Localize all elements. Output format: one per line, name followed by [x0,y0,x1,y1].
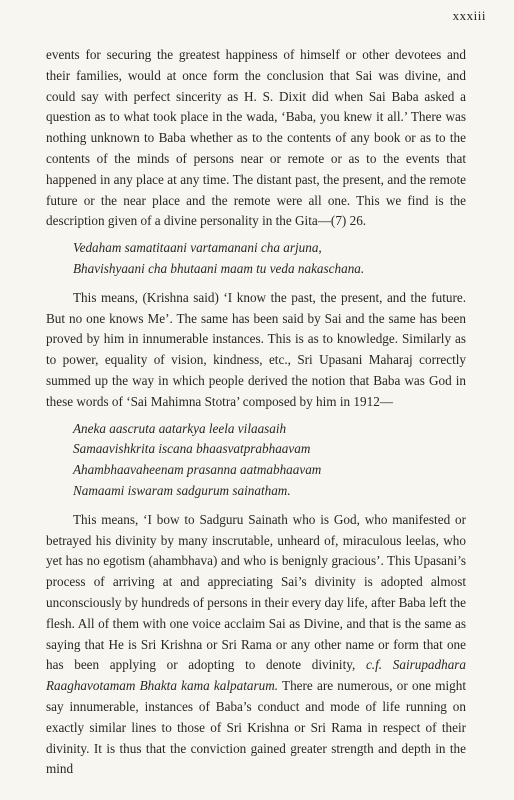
paragraph-3-main: This means, ‘I bow to Sadguru Sainath who is God, who manifested or betrayed his divinity by many inscrutable, unheard of, miraculous leelas, who yet has no egotism (ahambhava) and who is benignly gracious’. This Upasani’s process of arriving at and appreciating Sai’s divinity is adopted almost unconsciously by hundreds of persons in their every day life, after Baba left the flesh. All of them with one voice acclaim Sai as Divine, and that is the same as saying that He is Sri Krishna or Sri Rama or any other name or form that one has been applying or adopting to denote divinity, [46,511,466,673]
verse-line: Vedaham samatitaani vartamanani cha arjuna, [73,240,322,256]
paragraph-1: events for securing the greatest happiness of himself or other devotees and their families, would at once form the conclusion that Sai was divine, and could say with perfect sincerity as H. S. Dixit did when Sai Baba asked a question as to what took place in the wada, ‘Baba, you knew it all.’ There was nothing unknown to Baba whether as to the contents of any book or as to the contents of the minds of persons near or remote or as to the events that happened in any place at any time. The distant past, the present, and the remote future or the near place and the remote were all one. This we find is the description given of a divine personality in the Gita—(7) 26. [46,47,466,229]
paragraph-2: This means, (Krishna said) ‘I know the past, the present, and the future. But no one knows Me’. The same has been said by Sai and the same has been proved by him in innumerable instances. This is as to knowledge. Similarly as to power, equality of vision, kindness, etc., Sri Upasani Maharaj correctly summed up the way in which people derived the notion that Baba was God in these words of ‘Sai Mahimna Stotra’ composed by him in 1912— [46,289,466,409]
verse-line: Aneka aascruta aatarkya leela vilaasaih [73,420,287,436]
verse-sai-mahimna [73,419,466,502]
paragraph-3-tail: There are numerous, or one might say innumerable, instances of Baba’s conduct and mode of life running on exactly similar lines to those of Sri Krishna or Sri Rama in respect of their divinity. It is thus that the conviction gained greater strength and depth in the mind [46,678,467,777]
verse-gita [73,238,466,280]
paragraph-3 [46,510,466,780]
paragraph-3-italic: Sairupadhara Raaghavotamam Bhakta kama kalpatarum. [46,657,467,694]
verse-line: Samaavishkrita iscana bhaasvatprabhaavam [73,441,311,457]
verse-line: Namaami iswaram sadgurum sainatham. [73,482,291,498]
verse-line: Ahambhaavaheenam prasanna aatmabhaavam [73,462,322,478]
paragraph-3-cf: c.f. [365,657,383,673]
verse-line: Bhavishyaani cha bhutaani maam tu veda nakaschana. [73,260,365,276]
page-number: xxxiii [452,8,486,23]
body-text [46,45,466,780]
